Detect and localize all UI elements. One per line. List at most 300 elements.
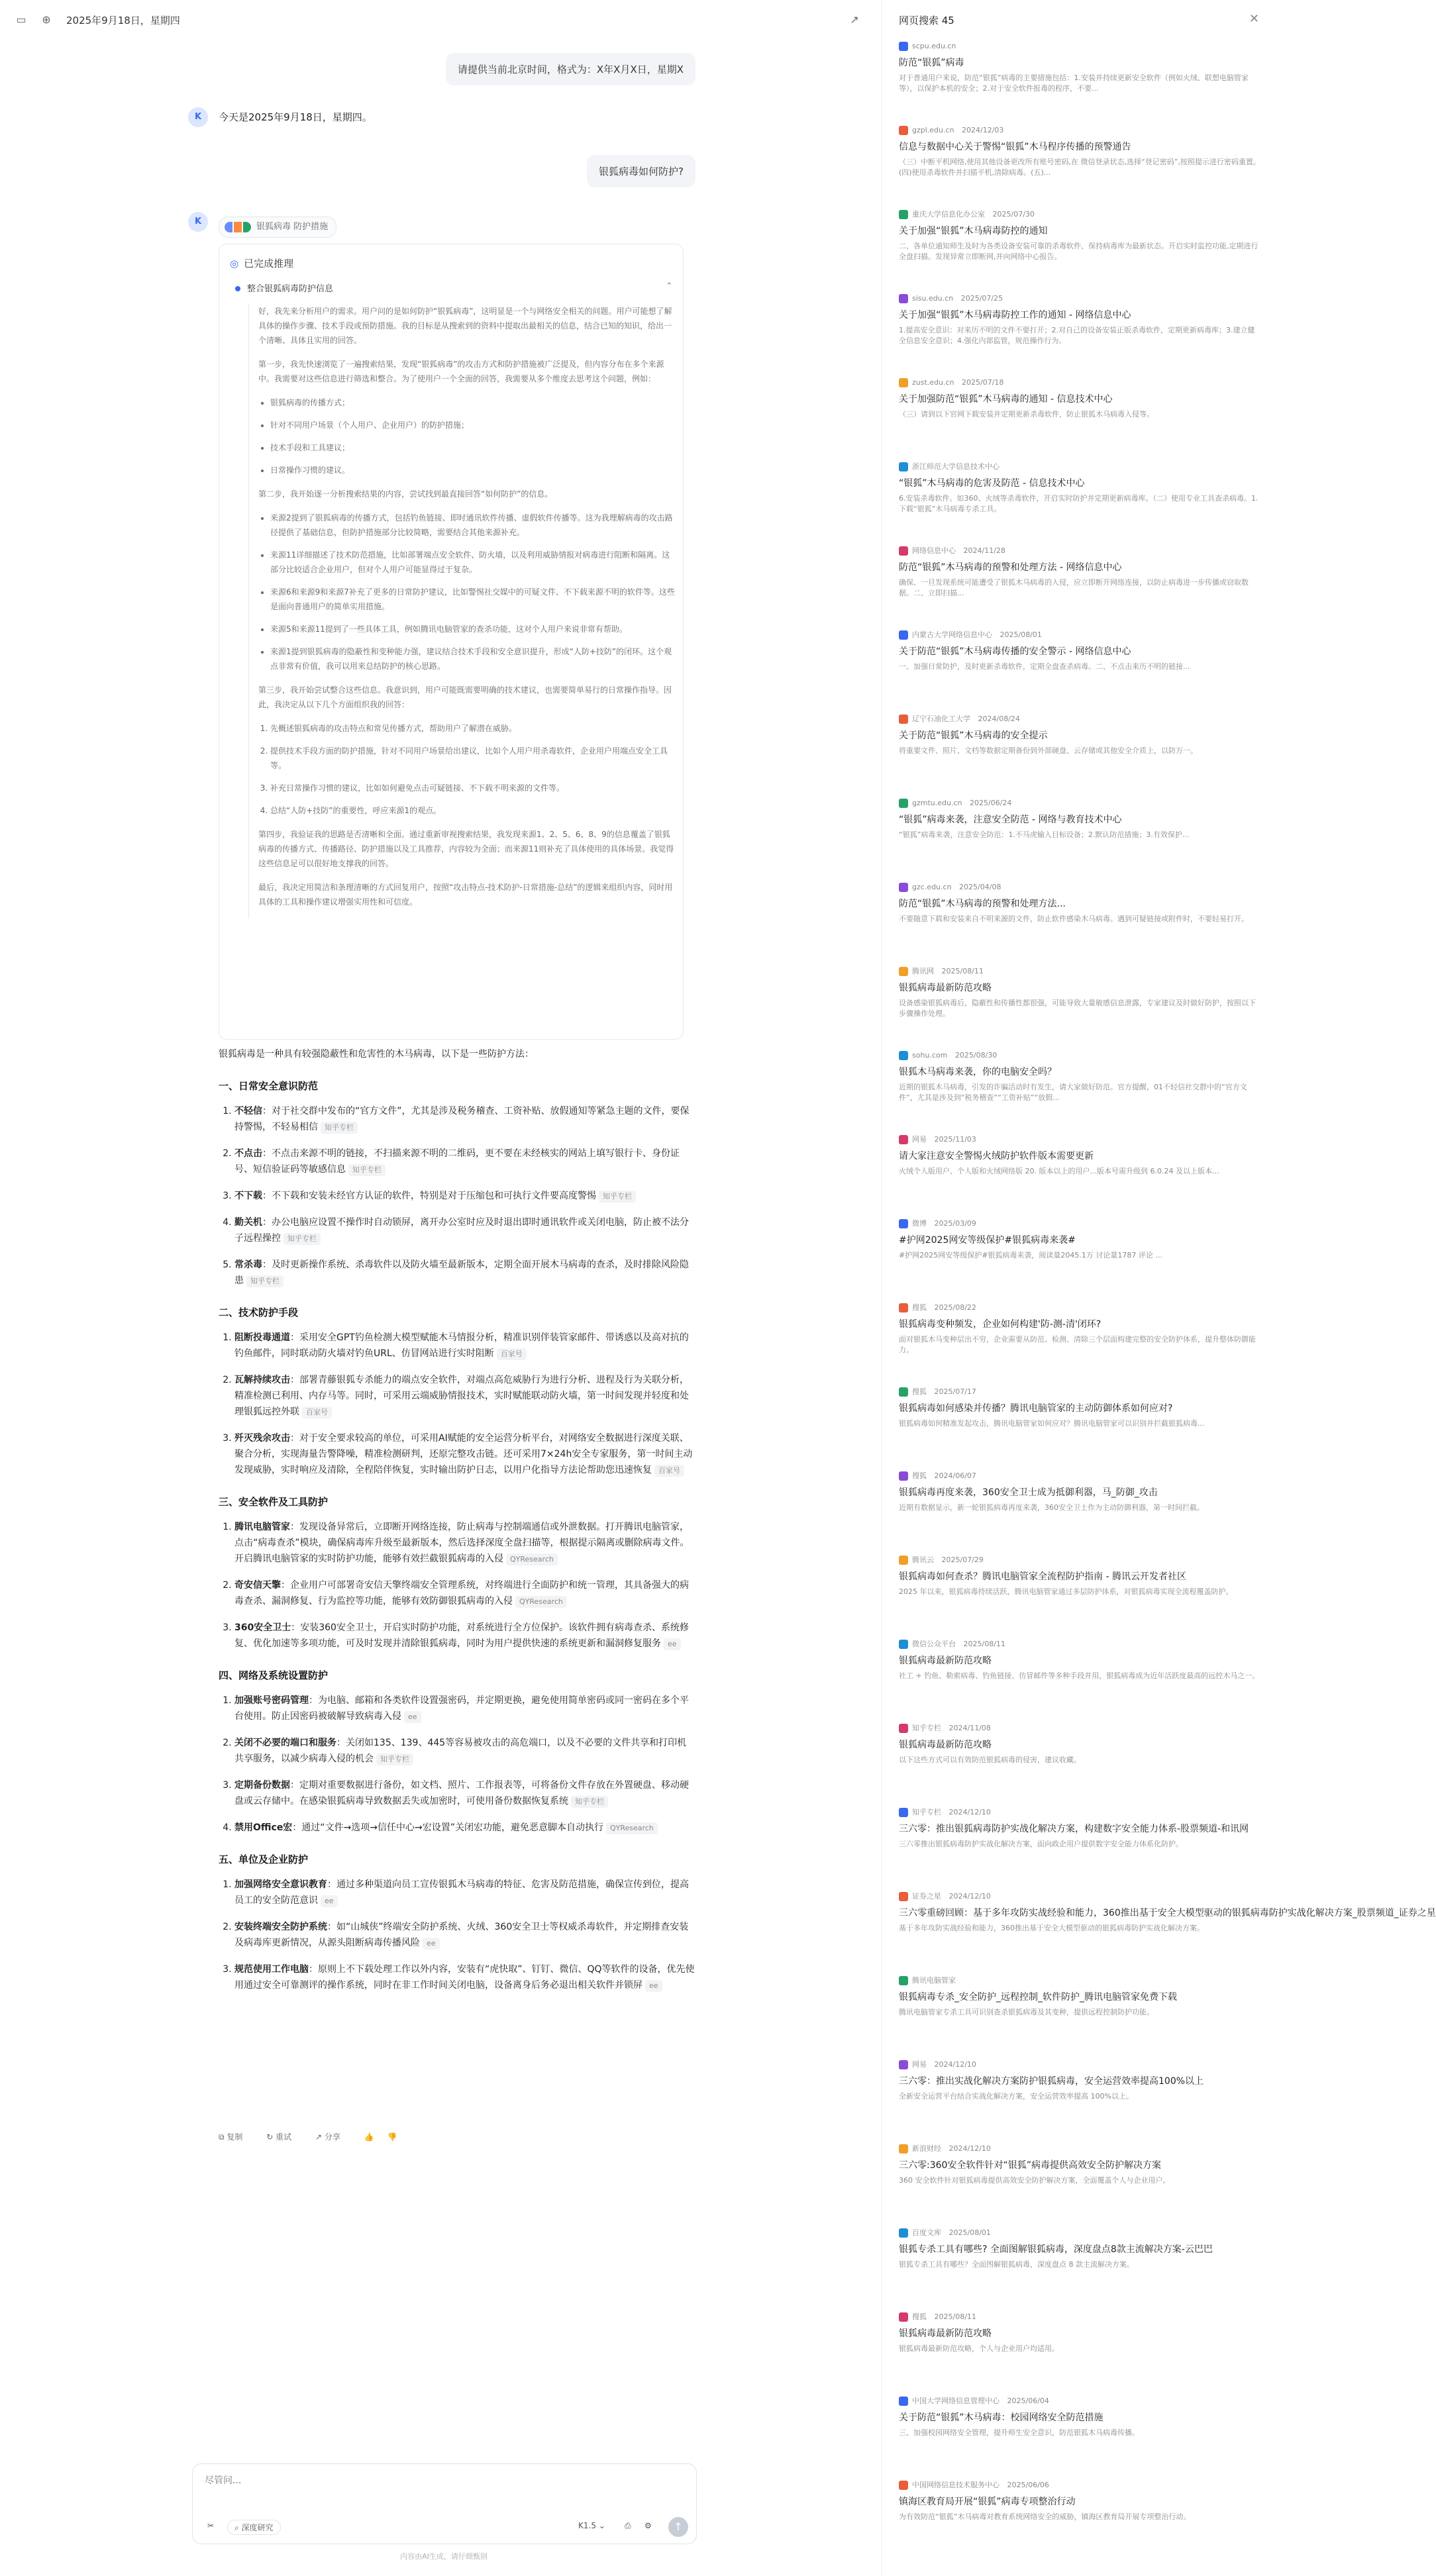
result-title[interactable]: 关于加强防范“银狐”木马病毒的通知 - 信息技术中心 bbox=[899, 394, 1113, 405]
result-snippet: （三）中断平机网络,使用其他设备更改所有账号密码,在 微信登录状态,选择“登记密码”,按照提示进行密码重置。(四)使用杀毒软件并扫描平机,清除病毒。(五)... bbox=[899, 158, 1260, 177]
result-site: 微信公众平台 bbox=[912, 1640, 956, 1648]
result-date: 2025/06/04 bbox=[1007, 2397, 1049, 2405]
result-site: 知乎专栏 bbox=[912, 1808, 941, 1816]
result-snippet: 近期有数据显示，新一轮银狐病毒再度来袭，360安全卫士作为主动防御利器，第一时间拦截。 bbox=[899, 1503, 1204, 1512]
answer-list-item bbox=[234, 1188, 695, 1204]
answer-term: 不下载 bbox=[234, 1191, 262, 1201]
search-result[interactable] bbox=[899, 1975, 1260, 2018]
site-favicon-icon bbox=[899, 1808, 908, 1817]
site-favicon-icon bbox=[899, 2481, 908, 2490]
result-site: sohu.com bbox=[912, 1051, 948, 1060]
answer-term: 禁用Office宏 bbox=[234, 1822, 293, 1833]
answer-term: 歼灭残余攻击 bbox=[234, 1433, 290, 1444]
citation-badge[interactable]: 知乎专栏 bbox=[599, 1191, 636, 1203]
search-result[interactable] bbox=[899, 462, 1260, 515]
site-favicon-icon bbox=[899, 210, 908, 219]
tools-icon[interactable]: ✂ bbox=[207, 2521, 215, 2530]
reasoning-body: 好，我先来分析用户的需求。用户问的是如何防护“银狐病毒”，这明显是一个与网络安全相关的问题。用户可能想了解具体的操作步骤、技术手段或预防措施。我的目标是从搜索到的资料中提取出最相关的信息，结合已知的知识，给出一个清晰、具体且实用的回答。 第一步，我先快速浏览了一遍搜索结果，发现“银狐病毒”的攻击方式和防护措施被广泛提及，但内容分布在多个来源中。我需要对这些信息进行筛选和整合。为了使用户一个全面的回答，我需要从多个维度去思考这个问题，例如： • 银狐病毒的传播方式； • 针对不同用户场景（个人用户、企业用户）的防护措施； • 技术手段和工具建议； • 日常操作习惯的建议。 第二步，我开始逐一分析搜索结果的内容，尝试找到最直接回答“如何防护”的信息。 • 来源2提到了银狐病毒的传播方式，包括钓鱼链接、即时通讯软件传播、虚假软件传播等。这为我理解病毒的攻击路径提供了基础信息，但防护措施部分比较简略，需要结合其他来源补充。 • 来源11详细描述了技术防范措施，比如部署端点安全软件、防火墙，以及利用威胁情报对病毒进行阻断和隔离。这部分比较适合企业用户，但对个人用户可能显得过于复杂。 • 来源6和来源9和来源7补充了更多的日常防护建议，比如警惕社交媒中的可疑文件、不下载来源不明的软件等。这些是面向普通用户的简单实用措施。 • 来源5和来源11提到了一些具体工具，例如腾讯电脑管家的查杀功能，这对个人用户来说非常有帮助。 • 来源1提到银狐病毒的隐蔽性和变种能力强，建议结合技术手段和安全意识提升，形成“人防+技防”的闭环。这个观点非常有价值，我可以用来总结防护的核心思路。 第三步，我开始尝试整合这些信息。我意识到，用户可能既需要明确的技术建议，也需要简单易行的日常操作指导。因此，我决定从以下几个方面组织我的回答： 1. 先概述银狐病毒的攻击特点和常见传播方式，帮助用户了解潜在威胁。 2. 提供技术手段方面的防护措施，针对不同用户场景给出建议，比如个人用户用杀毒软件，企业用户用端点安全工具等。 3. 补充日常操作习惯的建议，比如如何避免点击可疑链接、不下载不明来源的文件等。 4. 总结“人防+技防”的重要性，呼应来源1的观点。 第四步，我验证我的思路是否清晰和全面。通过重新审视搜索结果，我发现来源1、2、5、6、8、9的信息覆盖了银狐病毒的传播方式、传播路径、防护措施以及工具推荐，内容较为全面；而来源11则补充了具体使用的具体场景。我觉得这些信息足可以很好地支撑我的回答。 最后，我决定用简洁和条理清晰的方式回复用户，按照“攻击特点-技术防护-日常措施-总结”的逻辑来组织内容，同时用具体的工具和操作建议增强实用性和可信度。 bbox=[248, 304, 676, 918]
result-date: 2025/08/30 bbox=[954, 1051, 998, 1060]
answer-list-item bbox=[234, 1257, 695, 1289]
result-date: 2025/03/09 bbox=[934, 1219, 976, 1228]
search-result[interactable] bbox=[899, 1807, 1260, 1850]
panel-title: 网页搜索 45 bbox=[899, 15, 954, 26]
deep-research-button[interactable]: ⌕ 深度研究 bbox=[227, 2520, 281, 2535]
citation-badge[interactable]: ee bbox=[645, 1980, 662, 1992]
answer-text: ：办公电脑应设置不操作时自动锁屏，离开办公室时应及时退出即时通讯软件或关闭电脑，防止被不法分子远程操控 bbox=[234, 1217, 689, 1244]
citation-badge[interactable]: ee bbox=[321, 1895, 338, 1907]
result-snippet: 2025 年以来，银狐病毒持续活跃，腾讯电脑管家通过多层防护体系，对银狐病毒实现全流程覆盖防护。 bbox=[899, 1587, 1233, 1596]
result-date: 2024/08/24 bbox=[978, 715, 1020, 723]
search-result[interactable] bbox=[899, 1050, 1260, 1103]
search-result[interactable] bbox=[899, 798, 1260, 840]
search-result[interactable] bbox=[899, 630, 1260, 672]
site-favicon-icon bbox=[899, 462, 908, 471]
answer-term: 勤关机 bbox=[234, 1217, 262, 1228]
site-favicon-icon bbox=[899, 630, 908, 640]
result-site: 微博 bbox=[912, 1219, 927, 1228]
answer-list-item bbox=[234, 1961, 695, 1993]
answer-list-item bbox=[234, 1820, 695, 1836]
answer-list-item bbox=[234, 1103, 695, 1135]
answer-term: 安装终端安全防护系统 bbox=[234, 1922, 327, 1932]
answer-term: 关闭不必要的端口和服务 bbox=[234, 1738, 336, 1748]
result-site: sisu.edu.cn bbox=[912, 294, 954, 303]
search-result[interactable] bbox=[899, 377, 1260, 420]
result-site: 中国网络信息技术服务中心 bbox=[912, 2481, 1000, 2489]
citation-badge[interactable]: 知乎专栏 bbox=[321, 1122, 358, 1134]
answer-list-item bbox=[234, 1372, 695, 1420]
result-date: 2025/08/11 bbox=[934, 2312, 976, 2321]
result-title[interactable]: 关于防范“银狐”木马病毒传播的安全警示 - 网络信息中心 bbox=[899, 646, 1131, 657]
close-icon[interactable]: ✕ bbox=[1249, 12, 1259, 26]
result-date: 2024/12/03 bbox=[962, 126, 1004, 134]
citation-badge[interactable]: 百家号 bbox=[654, 1465, 684, 1477]
site-favicon-icon bbox=[899, 1471, 908, 1481]
answer-list-item bbox=[234, 1919, 695, 1951]
site-favicon-icon bbox=[899, 378, 908, 387]
web-search-panel bbox=[881, 0, 1436, 2576]
answer-term: 阻断投毒通道 bbox=[234, 1332, 290, 1343]
search-result[interactable] bbox=[899, 1639, 1260, 1681]
sidebar-toggle-icon[interactable]: ▭ bbox=[16, 13, 26, 26]
citation-badge[interactable]: ee bbox=[423, 1938, 440, 1950]
answer-list-item bbox=[234, 1214, 695, 1246]
result-title[interactable]: 银狐病毒如何感染并传播？腾讯电脑管家的主动防御体系如何应对? bbox=[899, 1403, 1173, 1414]
answer-text: ：通过多种渠道向员工宣传银狐木马病毒的特征、危害及防范措施，确保宣传到位，提高员工的安全防范意识 bbox=[234, 1879, 689, 1906]
reasoning-header[interactable]: ◎ 已完成推理 bbox=[230, 258, 294, 270]
lightbulb-icon: ◎ bbox=[230, 258, 239, 270]
result-snippet: 银狐病毒如何精准发起攻击，腾讯电脑管家如何应对？腾讯电脑管家可以识别并拦截银狐病毒... bbox=[899, 1419, 1205, 1428]
site-favicon-icon bbox=[899, 1219, 908, 1228]
result-title[interactable]: 三六零重磅回顾：基于多年攻防实战经验和能力，360推出基于安全大模型驱动的银狐病毒防护实战化解决方案_股票频道_证券之星 bbox=[899, 1908, 1436, 1918]
result-date: 2024/11/28 bbox=[963, 546, 1005, 555]
source-favicons-icon bbox=[225, 222, 251, 232]
result-title[interactable]: 银狐病毒如何查杀？腾讯电脑管家全流程防护指南 - 腾讯云开发者社区 bbox=[899, 1571, 1186, 1582]
result-site: 网易 bbox=[912, 1135, 927, 1144]
result-date: 2025/07/17 bbox=[934, 1387, 976, 1396]
result-site: 浙江师范大学信息技术中心 bbox=[912, 462, 1000, 471]
top-bar bbox=[0, 0, 881, 41]
site-favicon-icon bbox=[899, 1892, 908, 1901]
result-title[interactable]: 银狐病毒最新防范攻略 bbox=[899, 2328, 992, 2339]
send-button[interactable]: ↑ bbox=[668, 2517, 688, 2537]
result-date: 2025/07/18 bbox=[962, 378, 1004, 387]
result-snippet: 6.安装杀毒软件。如360、火绒等杀毒软件，开启实时防护并定期更新病毒库。（二）使用专业工具查杀病毒。1.下载“银狐”木马病毒专杀工具。 bbox=[899, 494, 1258, 513]
user-message: 请提供当前北京时间，格式为：X年X月X日，星期X bbox=[446, 53, 695, 85]
result-site: 知乎专栏 bbox=[912, 1724, 941, 1732]
result-title[interactable]: 银狐病毒再度来袭，360安全卫士成为抵御利器，马_防御_攻击 bbox=[899, 1487, 1158, 1498]
answer-list bbox=[219, 1103, 695, 1289]
answer-list bbox=[219, 1330, 695, 1478]
answer-section-heading: 五、单位及企业防护 bbox=[219, 1854, 309, 1865]
result-date: 2024/12/10 bbox=[949, 1808, 991, 1816]
answer-term: 规范使用工作电脑 bbox=[234, 1964, 309, 1975]
step-dot-icon bbox=[235, 286, 240, 291]
result-snippet: 银狐病毒最新防范攻略，个人与企业用户均适用。 bbox=[899, 2344, 1059, 2353]
result-site: 中国大学网络信息管理中心 bbox=[912, 2397, 1000, 2405]
citation-badge[interactable]: 百家号 bbox=[497, 1348, 527, 1360]
message-composer bbox=[192, 2463, 697, 2544]
result-title[interactable]: 镇海区教育局开展“银狐”病毒专项整治行动 bbox=[899, 2497, 1076, 2507]
result-site: gzc.edu.cn bbox=[912, 883, 952, 891]
result-site: 百度文库 bbox=[912, 2228, 941, 2237]
result-snippet: 1.提高安全意识：对来历不明的文件不要打开；2.对自己的设备安装正版杀毒软件，定期更新病毒库；3.建立健全信息安全意识；4.强化内部监管，规范操作行为。 bbox=[899, 326, 1255, 345]
answer-term: 加强账号密码管理 bbox=[234, 1695, 309, 1706]
retry-button[interactable]: ↻ 重试 bbox=[266, 2132, 292, 2142]
answer-text: ：企业用户可部署奇安信天擎终端安全管理系统，对终端进行全面防护和统一管理，其具备强大的病毒查杀、漏洞修复、行为监控等功能，能够有效防御银狐病毒的入侵 bbox=[234, 1580, 689, 1607]
answer-text: ：关闭如135、139、445等容易被攻击的高危端口，以及不必要的文件共享和打印机共享服务，以减少病毒入侵的机会 bbox=[234, 1738, 687, 1764]
result-snippet: 面对银狐木马变种层出不穷，企业需要从防范、检测、清除三个层面构建完整的安全防护体系，提升整体防御能力。 bbox=[899, 1335, 1256, 1354]
search-result[interactable] bbox=[899, 882, 1260, 924]
citation-badge[interactable]: 知乎专栏 bbox=[571, 1796, 608, 1808]
citation-badge[interactable]: 知乎专栏 bbox=[348, 1164, 385, 1176]
result-snippet: 360 安全软件针对银狐病毒提供高效安全防护解决方案，全面覆盖个人与企业用户。 bbox=[899, 2176, 1170, 2185]
result-site: 腾讯云 bbox=[912, 1556, 934, 1564]
result-date: 2025/07/29 bbox=[941, 1556, 984, 1564]
search-result[interactable] bbox=[899, 2480, 1260, 2522]
result-site: 搜狐 bbox=[912, 1471, 927, 1480]
result-snippet: 一、加强日常防护，及时更新杀毒软件，定期全盘查杀病毒。二、不点击来历不明的链接... bbox=[899, 662, 1190, 671]
result-date: 2025/04/08 bbox=[959, 883, 1001, 891]
assistant-message: 今天是2025年9月18日，星期四。 bbox=[219, 111, 372, 123]
share-icon[interactable]: ↗ bbox=[850, 13, 859, 26]
answer-text: ：发现设备异常后，立即断开网络连接，防止病毒与控制端通信或外泄数据。打开腾讯电脑管家，点击“病毒查杀”模块，确保病毒库升级至最新版本，然后选择深度全盘扫描等，根据提示隔离或删除病毒文件。开启腾讯电脑管家的实时防护功能，能够有效拦截银狐病毒的入侵 bbox=[234, 1522, 690, 1564]
search-result[interactable] bbox=[899, 1134, 1260, 1177]
search-result[interactable] bbox=[899, 546, 1260, 599]
answer-section-heading: 三、安全软件及工具防护 bbox=[219, 1496, 329, 1508]
site-favicon-icon bbox=[899, 2144, 908, 2154]
answer-intro: 银狐病毒是一种具有较强隐蔽性和危害性的木马病毒，以下是一些防护方法： bbox=[219, 1049, 534, 1060]
site-favicon-icon bbox=[899, 1303, 908, 1313]
result-site: 重庆大学信息化办公室 bbox=[912, 210, 985, 219]
site-favicon-icon bbox=[899, 1051, 908, 1060]
site-favicon-icon bbox=[899, 2228, 908, 2238]
site-favicon-icon bbox=[899, 1640, 908, 1649]
result-title[interactable]: 银狐木马病毒来袭，你的电脑安全吗？ bbox=[899, 1067, 1056, 1077]
result-date: 2025/11/03 bbox=[934, 1135, 976, 1144]
citation-badge[interactable]: QYResearch bbox=[506, 1554, 558, 1565]
search-result[interactable] bbox=[899, 2396, 1260, 2438]
result-title[interactable]: 关于防范“银狐”木马病毒：校园网络安全防范措施 bbox=[899, 2412, 1103, 2423]
result-date: 2024/12/10 bbox=[949, 2144, 991, 2153]
result-title[interactable]: 银狐病毒最新防范攻略 bbox=[899, 983, 992, 993]
result-site: gzmtu.edu.cn bbox=[912, 799, 962, 807]
site-favicon-icon bbox=[899, 1556, 908, 1565]
result-site: 搜狐 bbox=[912, 1303, 927, 1312]
answer-list-item bbox=[234, 1735, 695, 1767]
site-favicon-icon bbox=[899, 42, 908, 51]
result-snippet: 将重要文件、照片、文档等数据定期备份到外部硬盘、云存储或其他安全介质上，以防万一。 bbox=[899, 746, 1198, 755]
copy-button[interactable]: ⧉ 复制 bbox=[219, 2132, 243, 2142]
reasoning-step[interactable]: 整合银狐病毒防护信息 ⌃ bbox=[235, 281, 333, 294]
answer-term: 加强网络安全意识教育 bbox=[234, 1879, 327, 1890]
result-snippet: 确保、一旦发现系统可能遭受了银狐木马病毒的入侵，应立即断开网络连接，以防止病毒进一步传播或窃取数据。二、立即扫描... bbox=[899, 578, 1249, 597]
answer-term: 常杀毒 bbox=[234, 1260, 262, 1270]
assistant-avatar: K bbox=[188, 107, 208, 127]
thumbs-up-icon[interactable]: 👍 bbox=[364, 2132, 374, 2142]
site-favicon-icon bbox=[899, 715, 908, 724]
answer-term: 瓦解持续攻击 bbox=[234, 1375, 290, 1385]
result-date: 2025/08/01 bbox=[949, 2228, 991, 2237]
reasoning-list: • 银狐病毒的传播方式； • 针对不同用户场景（个人用户、企业用户）的防护措施； • 技术手段和工具建议； • 日常操作习惯的建议。 bbox=[258, 395, 676, 477]
result-snippet: 近期的银狐木马病毒，引发的诈骗活动时有发生，请大家做好防范。官方提醒，01不轻信社交群中的“官方文件”，尤其是涉及到“税务稽查”“工资补贴”“放假... bbox=[899, 1083, 1247, 1102]
search-result[interactable] bbox=[899, 2312, 1260, 2354]
result-title[interactable]: “银狐”木马病毒的危害及防范 - 信息技术中心 bbox=[899, 478, 1085, 489]
new-chat-icon[interactable]: ⊕ bbox=[42, 13, 51, 26]
result-snippet: 火绒个人版用户、个人版和火绒网络版 20. 版本以上的用户...版本号需升级到 6.0.24 及以上版本... bbox=[899, 1167, 1219, 1175]
result-title[interactable]: 银狐病毒最新防范攻略 bbox=[899, 1740, 992, 1750]
reasoning-list: • 来源2提到了银狐病毒的传播方式，包括钓鱼链接、即时通讯软件传播、虚假软件传播等。这为我理解病毒的攻击路径提供了基础信息，但防护措施部分比较简略，需要结合其他来源补充。 • 来源11详细描述了技术防范措施，比如部署端点安全软件、防火墙，以及利用威胁情报对病毒进行阻断和隔离。这部分比较适合企业用户，但对个人用户可能显得过于复杂。 • 来源6和来源9和来源7补充了更多的日常防护建议，比如警惕社交媒中的可疑文件、不下载来源不明的软件等。这些是面向普通用户的简单实用措施。 • 来源5和来源11提到了一些具体工具，例如腾讯电脑管家的查杀功能，这对个人用户来说非常有帮助。 • 来源1提到银狐病毒的隐蔽性和变种能力强，建议结合技术手段和安全意识提升，形成“人防+技防”的闭环。这个观点非常有价值，我可以用来总结防护的核心思路。 bbox=[258, 511, 676, 673]
answer-list bbox=[219, 1877, 695, 1993]
result-title[interactable]: 三六零:360安全软件针对“银狐”病毒提供高效安全防护解决方案 bbox=[899, 2160, 1161, 2171]
result-site: zust.edu.cn bbox=[912, 378, 954, 387]
result-site: 内蒙古大学网络信息中心 bbox=[912, 630, 992, 639]
model-selector[interactable]: K1.5 ⌄ bbox=[578, 2521, 605, 2530]
result-date: 2024/06/07 bbox=[934, 1471, 976, 1480]
result-snippet: 设备感染银狐病毒后，隐蔽性和传播性都很强，可能导致大量敏感信息泄露，专家建议及时做好防护，按照以下步骤操作处理。 bbox=[899, 999, 1256, 1018]
answer-list bbox=[219, 1693, 695, 1836]
result-snippet: 基于多年攻防实战经验和能力，360推出基于安全大模型驱动的银狐病毒防护实战化解决方案。 bbox=[899, 1924, 1204, 1932]
result-date: 2025/06/06 bbox=[1007, 2481, 1049, 2489]
result-title[interactable]: 银狐病毒专杀_安全防护_远程控制_软件防护_腾讯电脑管家免费下载 bbox=[899, 1992, 1177, 2003]
settings-icon[interactable]: ⚙ bbox=[644, 2521, 652, 2530]
search-result[interactable] bbox=[899, 1891, 1436, 1934]
conversation-title[interactable]: 2025年9月18日，星期四 bbox=[66, 15, 180, 26]
result-site: 搜狐 bbox=[912, 1387, 927, 1396]
result-date: 2025/07/25 bbox=[960, 294, 1003, 303]
result-snippet: （三）请到以下官网下载安装并定期更新杀毒软件，防止银狐木马病毒入侵等。 bbox=[899, 410, 1154, 419]
answer-text: ：对于安全要求较高的单位，可采用AI赋能的安全运营分析平台，对网络安全数据进行深度关联、聚合分析，实现海量告警降噪，精准检测研判，还原完整攻击链。还可采用7×24h安全专家服务，第一时间主动发现威胁，实时响应及清除，全程陪伴恢复，实时输出防护日志，以用户化指导方法论帮助您迅速恢复 bbox=[234, 1433, 693, 1475]
result-title[interactable]: 防范“银狐”木马病毒的预警和处理方法... bbox=[899, 899, 1066, 909]
site-favicon-icon bbox=[899, 546, 908, 556]
site-favicon-icon bbox=[899, 2397, 908, 2406]
search-result[interactable] bbox=[899, 1218, 1260, 1261]
result-title[interactable]: 关于加强“银狐”木马病毒防控的通知 bbox=[899, 226, 1048, 236]
citation-badge[interactable]: 知乎专栏 bbox=[246, 1275, 283, 1287]
result-snippet: 为有效防范“银狐”木马病毒对教育系统网络安全的威胁，镇海区教育局开展专项整治行动。 bbox=[899, 2512, 1191, 2521]
answer-text: ：及时更新操作系统、杀毒软件以及防火墙至最新版本，定期全面开展木马病毒的查杀，及时排除风险隐患 bbox=[234, 1260, 689, 1286]
search-sources-chip[interactable]: 银狐病毒 防护措施 bbox=[219, 217, 336, 238]
result-title[interactable]: 防范“银狐”病毒 bbox=[899, 58, 964, 68]
answer-list-item bbox=[234, 1877, 695, 1908]
answer-list bbox=[219, 1519, 695, 1652]
result-title[interactable]: 银狐专杀工具有哪些? 全面图解银狐病毒，深度盘点8款主流解决方案-云巴巴 bbox=[899, 2244, 1213, 2255]
answer-section-heading: 四、网络及系统设置防护 bbox=[219, 1669, 329, 1681]
result-date: 2025/08/22 bbox=[934, 1303, 976, 1312]
answer-list-item bbox=[234, 1430, 695, 1478]
result-site: 腾讯电脑管家 bbox=[912, 1976, 956, 1985]
answer-section-heading: 二、技术防护手段 bbox=[219, 1307, 299, 1318]
answer-list-item bbox=[234, 1777, 695, 1809]
citation-badge[interactable]: QYResearch bbox=[606, 1822, 658, 1834]
search-result[interactable] bbox=[899, 1387, 1260, 1429]
result-site: 新浪财经 bbox=[912, 2144, 941, 2153]
result-site: 证券之星 bbox=[912, 1892, 941, 1901]
result-snippet: 腾讯电脑管家专杀工具可识别查杀银狐病毒及其变种，提供远程控制防护功能。 bbox=[899, 2008, 1154, 2016]
answer-text: ：不点击来源不明的链接，不扫描来源不明的二维码，更不要在未经核实的网站上填写银行卡、身份证号、短信验证码等敏感信息 bbox=[234, 1148, 680, 1175]
message-actions bbox=[219, 2131, 407, 2142]
result-title[interactable]: 关于防范“银狐”木马病毒的安全提示 bbox=[899, 730, 1048, 741]
result-title[interactable]: 银狐病毒最新防范攻略 bbox=[899, 1656, 992, 1666]
result-title[interactable]: 关于加强“银狐”木马病毒防控工作的通知 - 网络信息中心 bbox=[899, 310, 1131, 321]
answer-term: 360安全卫士 bbox=[234, 1622, 291, 1633]
site-favicon-icon bbox=[899, 2312, 908, 2322]
site-favicon-icon bbox=[899, 1135, 908, 1144]
search-result[interactable] bbox=[899, 714, 1260, 756]
answer-term: 不轻信 bbox=[234, 1106, 262, 1116]
answer-text: ：原则上不下载处理工作以外内容，安装有“虎快取”、钉钉、微信、QQ等软件的设备，优先使用通过安全可靠测评的操作系统，同时在非工作时间关闭电脑，设备离身后务必退出相关软件并锁屏 bbox=[234, 1964, 695, 1991]
user-message: 银狐病毒如何防护? bbox=[587, 155, 695, 187]
result-snippet: 以下这些方式可以有效防范银狐病毒的侵害，建议收藏。 bbox=[899, 1756, 1081, 1764]
ai-disclaimer: 内容由AI生成，请仔细甄别 bbox=[400, 2552, 487, 2561]
result-snippet: 银狐专杀工具有哪些？全面图解银狐病毒，深度盘点 8 款主流解决方案。 bbox=[899, 2260, 1134, 2269]
result-title[interactable]: 三六零：推出实战化解决方案防护银狐病毒，安全运营效率提高100%以上 bbox=[899, 2076, 1204, 2087]
answer-text: ：采用安全GPT钓鱼检测大模型赋能木马情报分析，精准识别伴装管家邮件、带诱惑以及高对抗的钓鱼邮件，同时联动防火墙对钓鱼URL、仿冒网站进行实时阻断 bbox=[234, 1332, 689, 1359]
result-snippet: 对于普通用户来说，防范“银狐”病毒的主要措施包括：1.安装并持续更新安全软件（例如火绒、联想电脑管家等），以保护本机的安全；2.对于安全软件报毒的程序，不要... bbox=[899, 74, 1249, 93]
result-snippet: 三、加强校园网络安全管理，提升师生安全意识，防范银狐木马病毒传播。 bbox=[899, 2428, 1139, 2437]
answer-term: 定期备份数据 bbox=[234, 1780, 290, 1791]
search-result[interactable] bbox=[899, 41, 1260, 94]
thumbs-down-icon[interactable]: 👎 bbox=[387, 2132, 397, 2142]
reasoning-list: 1. 先概述银狐病毒的攻击特点和常见传播方式，帮助用户了解潜在威胁。 2. 提供技术手段方面的防护措施，针对不同用户场景给出建议，比如个人用户用杀毒软件，企业用户用端点安全工具等。 3. 补充日常操作习惯的建议，比如如何避免点击可疑链接、不下载不明来源的文件等。 4. 总结“人防+技防”的重要性，呼应来源1的观点。 bbox=[258, 721, 676, 818]
attach-icon[interactable]: ⎙ bbox=[625, 2521, 631, 2530]
answer-list-item bbox=[234, 1146, 695, 1177]
result-snippet: 社工 + 钓鱼、勒索病毒、钓鱼链接、仿冒邮件等多种手段并用，银狐病毒成为近年活跃度最高的远控木马之一。 bbox=[899, 1671, 1260, 1680]
citation-badge[interactable]: ee bbox=[664, 1638, 681, 1650]
answer-list-item bbox=[234, 1693, 695, 1724]
answer-text: ：为电脑、邮箱和各类软件设置强密码，并定期更换，避免使用简单密码或同一密码在多个平台使用。防止因密码被破解导致病毒入侵 bbox=[234, 1695, 689, 1722]
answer-text: ：对于社交群中发布的“官方文件”，尤其是涉及税务稽查、工资补贴、放假通知等紧急主题的文件，要保持警惕，不轻易相信 bbox=[234, 1106, 690, 1132]
answer-list-item bbox=[234, 1620, 695, 1652]
site-favicon-icon bbox=[899, 126, 908, 135]
search-result[interactable] bbox=[899, 209, 1260, 262]
site-favicon-icon bbox=[899, 294, 908, 303]
share-button[interactable]: ↗ 分享 bbox=[315, 2132, 340, 2142]
message-input[interactable] bbox=[203, 2472, 683, 2501]
citation-badge[interactable]: 百家号 bbox=[302, 1407, 332, 1418]
search-result[interactable] bbox=[899, 1555, 1260, 1597]
result-date: 2024/12/10 bbox=[934, 2060, 976, 2069]
citation-badge[interactable]: QYResearch bbox=[515, 1596, 567, 1608]
site-favicon-icon bbox=[899, 1387, 908, 1397]
result-title[interactable]: 信息与数据中心关于警惕“银狐”木马程序传播的预警通告 bbox=[899, 142, 1131, 152]
site-favicon-icon bbox=[899, 883, 908, 892]
answer-list-item bbox=[234, 1577, 695, 1609]
site-favicon-icon bbox=[899, 1976, 908, 1985]
result-snippet: #护网2025网安等级保护#银狐病毒来袭，阅读量2045.1万 讨论量1787 评论 ... bbox=[899, 1251, 1162, 1260]
chevron-up-icon[interactable]: ⌃ bbox=[666, 281, 673, 291]
citation-badge[interactable]: 知乎专栏 bbox=[283, 1233, 321, 1245]
result-title[interactable]: 三六零：推出银狐病毒防护实战化解决方案，构建数字安全能力体系-股票频道-和讯网 bbox=[899, 1824, 1249, 1834]
search-result[interactable] bbox=[899, 966, 1260, 1019]
answer-text: ：安装360安全卫士，开启实时防护功能，对系统进行全方位保护。该软件拥有病毒查杀、系统修复、优化加速等多项功能，可及时发现并清除银狐病毒，同时为用户提供快速的系统更新和漏洞修复服务 bbox=[234, 1622, 689, 1649]
result-date: 2025/06/24 bbox=[970, 799, 1012, 807]
assistant-avatar: K bbox=[188, 212, 208, 232]
result-site: 搜狐 bbox=[912, 2312, 927, 2321]
result-site: 网络信息中心 bbox=[912, 546, 956, 555]
answer-text: ：不下载和安装未经官方认证的软件，特别是对于压缩包和可执行文件要高度警惕 bbox=[262, 1191, 596, 1201]
result-date: 2024/11/08 bbox=[949, 1724, 991, 1732]
answer-text: ：通过“文件→选项→信任中心→宏设置”关闭宏功能，避免恶意脚本自动执行 bbox=[292, 1822, 604, 1833]
result-site: 腾讯网 bbox=[912, 967, 934, 975]
site-favicon-icon bbox=[899, 2060, 908, 2069]
result-site: scpu.edu.cn bbox=[912, 42, 956, 50]
citation-badge[interactable]: 知乎专栏 bbox=[376, 1754, 413, 1765]
search-result[interactable] bbox=[899, 1723, 1260, 1765]
result-title[interactable]: “银狐”病毒来袭，注意安全防范 - 网络与教育技术中心 bbox=[899, 815, 1122, 825]
answer-term: 奇安信天擎 bbox=[234, 1580, 281, 1591]
answer-text: ：如“山城侠”终端安全防护系统、火绒、360安全卫士等权威杀毒软件，并定期排查安装及病毒库更新情况，从源头阻断病毒传播风险 bbox=[234, 1922, 689, 1948]
result-snippet: 全新安全运营平台结合实战化解决方案，安全运营效率提高 100%以上。 bbox=[899, 2092, 1133, 2101]
result-site: 网易 bbox=[912, 2060, 927, 2069]
search-result[interactable] bbox=[899, 293, 1260, 346]
search-result[interactable] bbox=[899, 1471, 1260, 1513]
answer-term: 不点击 bbox=[234, 1148, 262, 1159]
result-title[interactable]: #护网2025网安等级保护#银狐病毒来袭# bbox=[899, 1235, 1076, 1246]
result-snippet: “银狐”病毒来袭，注意安全防范：1.不马虎输入目标设备；2.默认防范措施；3.有效保护... bbox=[899, 830, 1190, 839]
answer-list-item bbox=[234, 1519, 695, 1567]
result-title[interactable]: 银狐病毒变种频发，企业如何构建'防-测-清'闭环? bbox=[899, 1319, 1102, 1330]
result-title[interactable]: 防范“银狐”木马病毒的预警和处理方法 - 网络信息中心 bbox=[899, 562, 1122, 573]
result-snippet: 三六零推出银狐病毒防护实战化解决方案，面向政企用户提供数字安全能力体系化防护。 bbox=[899, 1840, 1183, 1848]
result-date: 2024/12/10 bbox=[949, 1892, 991, 1901]
answer-term: 腾讯电脑管家 bbox=[234, 1522, 290, 1532]
citation-badge[interactable]: ee bbox=[404, 1711, 421, 1723]
assistant-answer bbox=[219, 1046, 695, 2004]
answer-text: ：定期对重要数据进行备份，如文档、照片、工作报表等，可将备份文件存放在外置硬盘、移动硬盘或云存储中。在感染银狐病毒导致数据丢失或加密时，可使用备份数据恢复系统 bbox=[234, 1780, 689, 1807]
site-favicon-icon bbox=[899, 799, 908, 808]
answer-list-item bbox=[234, 1330, 695, 1362]
site-favicon-icon bbox=[899, 1724, 908, 1733]
result-site: 辽宁石油化工大学 bbox=[912, 715, 970, 723]
result-date: 2025/08/01 bbox=[1000, 630, 1042, 639]
site-favicon-icon bbox=[899, 967, 908, 976]
reasoning-panel bbox=[219, 244, 684, 1040]
result-site: gzpl.edu.cn bbox=[912, 126, 954, 134]
result-date: 2025/08/11 bbox=[963, 1640, 1005, 1648]
search-result[interactable] bbox=[899, 2144, 1260, 2186]
search-result[interactable] bbox=[899, 125, 1260, 178]
result-date: 2025/08/11 bbox=[941, 967, 984, 975]
result-title[interactable]: 请大家注意安全警惕火绒防护软件版本需要更新 bbox=[899, 1151, 1094, 1162]
result-snippet: 二、各单位通知师生及时为各类设备安装可靠的杀毒软件、保持病毒库为最新状态。开启实时监控功能,定期进行全盘扫描。发现异常立即断网,并向网络中心报告。 bbox=[899, 242, 1258, 261]
answer-section-heading: 一、日常安全意识防范 bbox=[219, 1080, 319, 1092]
result-date: 2025/07/30 bbox=[992, 210, 1035, 219]
search-result[interactable] bbox=[899, 2228, 1260, 2270]
search-result[interactable] bbox=[899, 2059, 1260, 2102]
search-result[interactable] bbox=[899, 1303, 1260, 1356]
answer-text: ：部署青藤银狐专杀能力的端点安全软件，对端点高危威胁行为进行分析、进程及行为关联分析，精准检测已利用、内存马等。同时，可采用云端威胁情报技术，实时赋能联动防火墙，第一时间发现并轻度和处理银狐远控外联 bbox=[234, 1375, 689, 1417]
